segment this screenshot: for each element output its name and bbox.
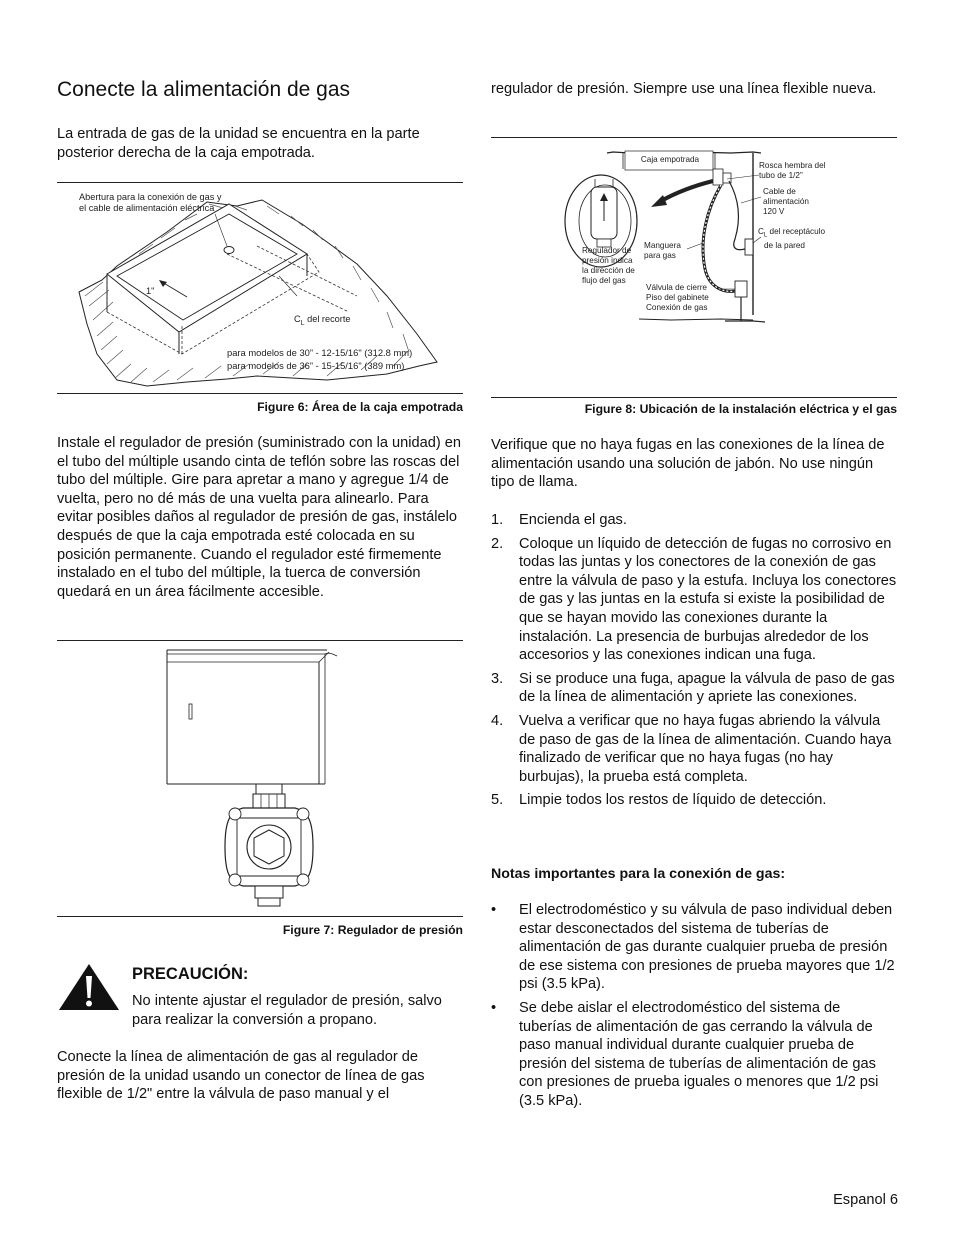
step-item: [491, 511, 897, 530]
figure-8-caption: Figure 8: Ubicación de la instalación eléctrica y el gas: [584, 402, 897, 416]
step-number: 5.: [491, 792, 504, 809]
step-item: [491, 670, 897, 707]
figure-7-top-rule: [57, 640, 463, 641]
caution-title: PRECAUCIÓN:: [132, 965, 249, 983]
step-number: 3.: [491, 670, 504, 687]
centerline-symbol: C: [294, 314, 301, 324]
step-text: Si se produce una fuga, apague la válvula de paso de gas de la línea de alimentación y apriete las conexiones.: [519, 670, 895, 706]
bullet: •: [491, 902, 497, 918]
page-number: Espanol 6: [833, 1192, 898, 1208]
figure-6-bottom-rule: [57, 393, 463, 394]
warning-icon: [57, 962, 121, 1012]
leak-test-steps: [491, 511, 897, 815]
note-item: [491, 999, 897, 1111]
fig8-valve-label: Válvula de cierre Piso del gabinete Conexión de gas: [646, 283, 709, 312]
fig8-wall-label: de la pared: [764, 241, 805, 250]
bullet: •: [491, 999, 497, 1016]
install-regulator-paragraph: Instale el regulador de presión (suministrado con la unidad) en el tubo del múltiple usando cinta de teflón sobre las roscas del tubo del múltiple. Gire para apretar a mano y agregue 1/4 de vuelta, pero no dé más de una vuelta para alinearlo. Para evitar posibles daños al regulador de presión de gas, instálelo después de que la caja empotrada esté colocada en su posición permanente. Cuando el regulador esté firmemente instalado en el tubo del múltiple, la tuerca de conversión quedará en un área fácilmente accesible.: [57, 435, 462, 600]
fig8-rosca-label: Rosca hembra del tubo de 1/2”: [759, 161, 826, 180]
intro-paragraph: La entrada de gas de la unidad se encuentra en la parte posterior derecha de la caja empotrada.: [57, 126, 420, 161]
figure-7-bottom-rule: [57, 916, 463, 917]
fig8-cable-label: Cable de alimentación 120 V: [763, 187, 809, 216]
figure-8-bottom-rule: [491, 397, 897, 398]
fig8-hose-label: Manguera para gas: [644, 241, 681, 260]
section-heading: Conecte la alimentación de gas: [57, 78, 351, 101]
figure-8-top-rule: [491, 137, 897, 138]
step-number: 1.: [491, 512, 504, 528]
receptacle-text: del receptáculo: [767, 227, 826, 236]
step-text: Coloque un líquido de detección de fugas no corrosivo en todas las juntas y los conectores de la conexión de gas entre la válvula de paso y la estufa. Incluya los conectores de gas y las juntas en la estufa si existe la posibilidad de que se hayan movido las conexiones durante la instalación. La presencia de burbujas alrededor de los accesorios y las conexiones indican una fuga.: [519, 535, 897, 664]
step-item: [491, 791, 897, 810]
centerline-sub: L: [763, 232, 768, 239]
fig8-receptacle-label: [758, 227, 868, 241]
verify-leaks-paragraph: Verifique que no haya fugas en las conexiones de la línea de alimentación usando una solución de jabón. No use ningún tipo de llama.: [491, 437, 885, 491]
fig6-inch-label: 1": [146, 286, 155, 296]
figure-7: [57, 642, 463, 914]
figure-6-caption: Figure 6: Área de la caja empotrada: [257, 400, 463, 414]
step-number: 2.: [491, 535, 504, 552]
step-item: [491, 535, 897, 665]
figure-6: [57, 184, 463, 392]
fig8-caja-label: Caja empotrada: [640, 155, 700, 164]
caution-text: No intente ajustar el regulador de presión, salvo para realizar la conversión a propano.: [132, 993, 442, 1028]
fig8-regulator-label: Regulador de presión indica la dirección de flujo del gas: [582, 246, 635, 285]
figure-8: [491, 139, 897, 395]
centerline-symbol: C: [758, 227, 764, 236]
fig6-36-model-label: para modelos de 36” - 15-15/16" (389 mm): [227, 360, 405, 371]
step-text: Vuelva a verificar que no haya fugas abriendo la válvula de paso de gas de la línea de alimentación. Cuando haya finalizado de verificar que no haya fugas (no hay burbujas), la prueba está completa.: [519, 712, 892, 785]
step-text: Limpie todos los restos de líquido de detección.: [519, 792, 827, 809]
step-item: [491, 712, 897, 786]
figure-7-caption: Figure 7: Regulador de presión: [282, 923, 463, 937]
centerline-sub: L: [300, 319, 305, 327]
notes-title: Notas importantes para la conexión de gas:: [491, 866, 786, 882]
fig6-opening-label: Abertura para la conexión de gas y el cable de alimentación eléctrica: [79, 192, 222, 213]
continued-paragraph: regulador de presión. Siempre use una línea flexible nueva.: [491, 81, 877, 97]
pressure-regulator-diagram: [57, 642, 463, 914]
figure-6-top-rule: [57, 182, 463, 183]
note-item: [491, 901, 897, 994]
step-number: 4.: [491, 712, 504, 729]
note-text: El electrodoméstico y su válvula de paso individual deben estar desconectados del sistema de tuberías de alimentación de gas durante cualquier prueba de presión de ese sistema con presiones de prueba mayores que 1/2 psi (3.5 kPa).: [519, 902, 895, 993]
note-text: Se debe aislar el electrodoméstico del sistema de tuberías de alimentación de gas cerrando la válvula de paso manual individual durante cualquier prueba de presión del sistema de tuberías de alimentación de gas con presiones de prueba iguales o menores que 1/2 psi (3.5 kPa).: [519, 999, 879, 1109]
connect-line-paragraph: Conecte la línea de alimentación de gas al regulador de presión de la unidad usando un conector de línea de gas flexible de 1/2" entre la válvula de paso manual y el: [57, 1049, 425, 1103]
cutout-text: del recorte: [304, 314, 351, 324]
important-notes-list: [491, 901, 897, 1116]
step-text: Encienda el gas.: [519, 512, 627, 528]
fig6-centerline-label: [294, 314, 351, 329]
fig6-30-model-label: para modelos de 30” - 12-15/16" (312.8 mm): [227, 347, 413, 358]
